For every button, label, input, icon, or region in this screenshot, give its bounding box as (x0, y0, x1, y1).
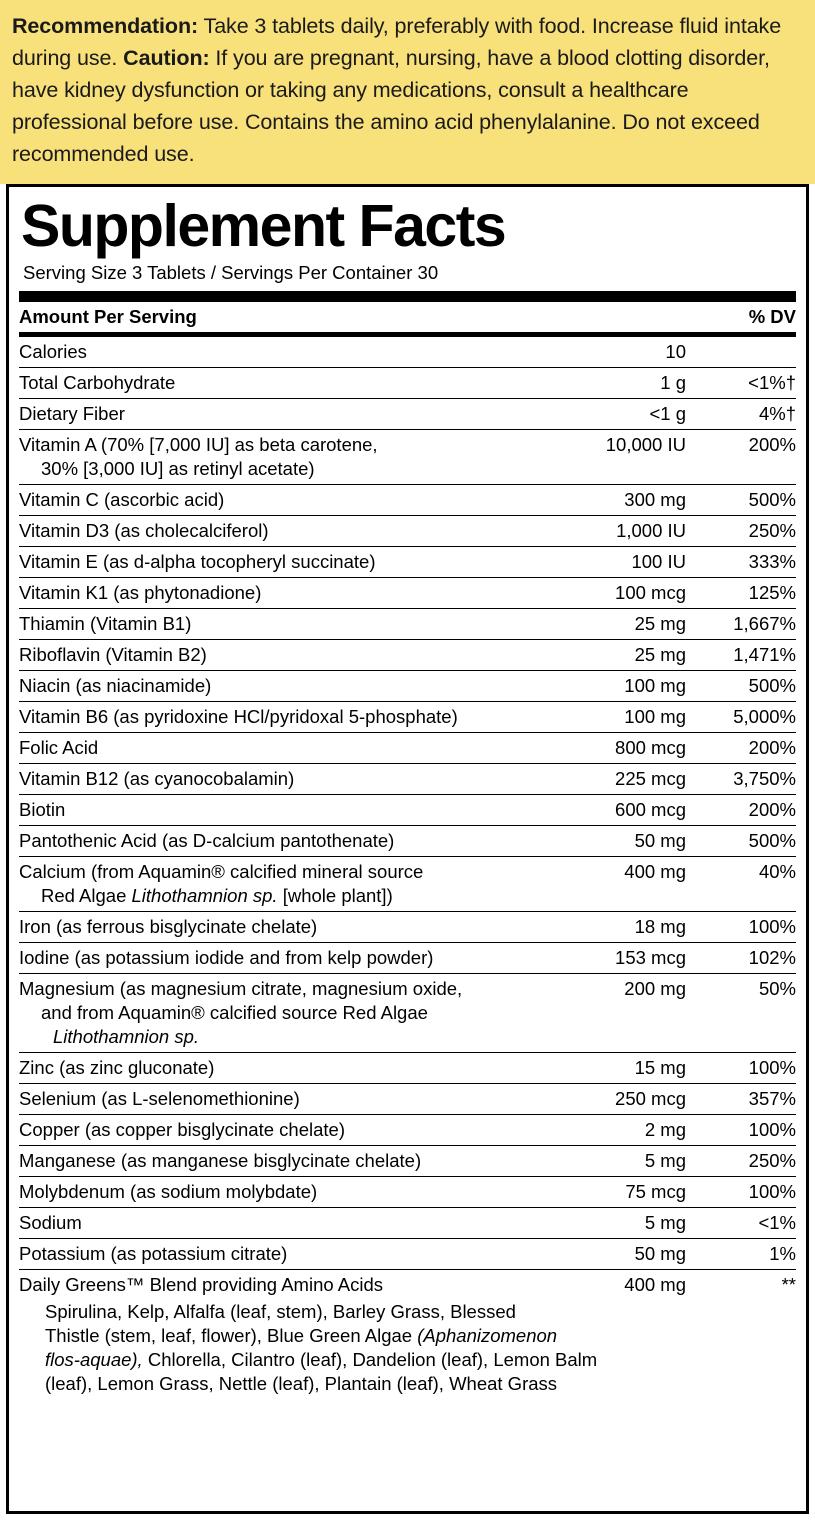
page-title: Supplement Facts (21, 193, 506, 259)
table-row (19, 609, 796, 640)
nutrient-dv (686, 337, 796, 368)
table-row (19, 671, 796, 702)
thick-divider (19, 291, 796, 302)
nutrient-dv: 200% (686, 733, 796, 764)
table-row (19, 1177, 796, 1208)
nutrient-name: Molybdenum (as sodium molybdate) (19, 1177, 506, 1208)
nutrient-amount: 300 mg (506, 485, 686, 516)
nutrient-amount: 100 mcg (506, 578, 686, 609)
nutrient-name: Sodium (19, 1208, 506, 1239)
nutrient-dv: 125% (686, 578, 796, 609)
blend-amount: 400 mg (624, 1274, 686, 1295)
nutrient-name-line2: and from Aquamin® calcified source Red Algae (41, 1002, 428, 1023)
nutrient-name: Iron (as ferrous bisglycinate chelate) (19, 912, 506, 943)
nutrient-amount: 5 mg (506, 1146, 686, 1177)
nutrient-name: Zinc (as zinc gluconate) (19, 1053, 506, 1084)
recommendation-body-1: Take 3 tablets daily, preferably with food. Increase fluid intake during use. (12, 14, 782, 70)
blend-line-2: Thistle (stem, leaf, flower), Blue Green Algae (Aphanizomenon (45, 1325, 558, 1346)
nutrient-amount: 25 mg (506, 609, 686, 640)
nutrient-name: Calories (19, 337, 506, 368)
nutrient-amount: 100 mg (506, 702, 686, 733)
nutrient-dv: 100% (686, 1115, 796, 1146)
nutrient-name (19, 857, 506, 912)
nutrient-amount: 100 IU (506, 547, 686, 578)
nutrient-name-line1: Calcium (from Aquamin® calcified mineral source (19, 861, 424, 882)
species-italic: Lithothamnion sp. (131, 885, 278, 906)
nutrient-amount: 50 mg (506, 826, 686, 857)
nutrient-dv: 1,471% (686, 640, 796, 671)
nutrient-dv: 333% (686, 547, 796, 578)
nutrient-name: Niacin (as niacinamide) (19, 671, 506, 702)
table-row (19, 547, 796, 578)
nutrient-name: Riboflavin (Vitamin B2) (19, 640, 506, 671)
nutrient-amount: <1 g (506, 399, 686, 430)
nutrient-amount: 75 mcg (506, 1177, 686, 1208)
nutrient-name-line1: Vitamin A (70% [7,000 IU] as beta carotene, (19, 434, 378, 455)
caution-label: Caution: (123, 46, 210, 70)
nutrient-name: Selenium (as L-selenomethionine) (19, 1084, 506, 1115)
table-row (19, 640, 796, 671)
nutrient-amount: 2 mg (506, 1115, 686, 1146)
table-header-row (19, 302, 796, 333)
nutrient-name-line2: 30% [3,000 IU] as retinyl acetate) (41, 458, 315, 479)
table-row (19, 516, 796, 547)
table-row (19, 430, 796, 485)
blend-line-4: (leaf), Lemon Grass, Nettle (leaf), Plantain (leaf), Wheat Grass (45, 1373, 558, 1394)
table-row (19, 943, 796, 974)
species-italic: flos-aquae), (45, 1349, 143, 1370)
nutrient-name: Iodine (as potassium iodide and from kelp powder) (19, 943, 506, 974)
nutrient-dv: 200% (686, 795, 796, 826)
nutrient-name: Total Carbohydrate (19, 368, 506, 399)
nutrient-dv: 100% (686, 912, 796, 943)
nutrient-dv: 5,000% (686, 702, 796, 733)
nutrient-name: Dietary Fiber (19, 399, 506, 430)
nutrient-dv: 500% (686, 826, 796, 857)
blend-name: Daily Greens™ Blend providing Amino Acids (19, 1274, 384, 1295)
nutrient-name: Manganese (as manganese bisglycinate chelate) (19, 1146, 506, 1177)
table-row (19, 702, 796, 733)
table-row (19, 1115, 796, 1146)
table-row (19, 795, 796, 826)
nutrient-name-line2: Red Algae Lithothamnion sp. [whole plant]) (41, 885, 393, 906)
supplement-facts-panel (6, 184, 809, 1514)
nutrient-dv: 102% (686, 943, 796, 974)
table-row (19, 974, 796, 1053)
blend-dv: ** (781, 1274, 796, 1295)
nutrient-name: Potassium (as potassium citrate) (19, 1239, 506, 1270)
nutrient-dv: 250% (686, 516, 796, 547)
table-row (19, 1239, 796, 1270)
table-row (19, 368, 796, 399)
nutrient-name: Thiamin (Vitamin B1) (19, 609, 506, 640)
nutrient-name: Vitamin C (ascorbic acid) (19, 485, 506, 516)
species-italic: (Aphanizomenon (417, 1325, 558, 1346)
nutrient-name: Folic Acid (19, 733, 506, 764)
nutrient-name-line1: Magnesium (as magnesium citrate, magnesium oxide, (19, 978, 463, 999)
table-row (19, 912, 796, 943)
nutrient-amount: 10 (506, 337, 686, 368)
nutrient-amount: 200 mg (506, 974, 686, 1053)
recommendation-body-2: If you are pregnant, nursing, have a blood clotting disorder, have kidney dysfunction or taking any medications, consult a healthcare professional before use. Contains the amino acid phenylalanine. Do not exceed recommended use. (12, 46, 770, 166)
nutrient-dv: <1%† (686, 368, 796, 399)
nutrient-dv: 1,667% (686, 609, 796, 640)
nutrient-name (19, 974, 506, 1053)
serving-size-line: Serving Size 3 Tablets / Servings Per Container 30 (23, 262, 439, 283)
table-row (19, 857, 796, 912)
table-row (19, 1208, 796, 1239)
header-amount-per-serving: Amount Per Serving (19, 302, 506, 333)
nutrient-amount: 400 mg (506, 857, 686, 912)
nutrient-name: Biotin (19, 795, 506, 826)
nutrient-name: Copper (as copper bisglycinate chelate) (19, 1115, 506, 1146)
table-row (19, 337, 796, 368)
nutrient-amount: 250 mcg (506, 1084, 686, 1115)
nutrient-amount: 225 mcg (506, 764, 686, 795)
table-row (19, 578, 796, 609)
nutrient-dv: 50% (686, 974, 796, 1053)
nutrient-amount: 800 mcg (506, 733, 686, 764)
table-row (19, 1053, 796, 1084)
nutrient-amount: 100 mg (506, 671, 686, 702)
nutrient-name: Vitamin B6 (as pyridoxine HCl/pyridoxal 5-phosphate) (19, 702, 506, 733)
recommendation-text (12, 10, 803, 170)
table-row (19, 1146, 796, 1177)
nutrient-amount: 5 mg (506, 1208, 686, 1239)
nutrient-rows (19, 337, 796, 1270)
blend-row (19, 1270, 796, 1300)
nutrient-dv: 4%† (686, 399, 796, 430)
nutrient-amount: 50 mg (506, 1239, 686, 1270)
nutrient-name: Vitamin D3 (as cholecalciferol) (19, 516, 506, 547)
recommendation-label: Recommendation: (12, 14, 199, 38)
nutrient-dv: 500% (686, 671, 796, 702)
nutrient-name: Pantothenic Acid (as D-calcium pantothenate) (19, 826, 506, 857)
blend-ingredients (19, 1300, 796, 1396)
header-amount-spacer (506, 302, 686, 333)
nutrient-name: Vitamin K1 (as phytonadione) (19, 578, 506, 609)
nutrition-table (19, 302, 796, 333)
nutrient-dv: 250% (686, 1146, 796, 1177)
nutrient-name: Vitamin B12 (as cyanocobalamin) (19, 764, 506, 795)
blend-table (19, 1270, 796, 1300)
nutrient-dv: 3,750% (686, 764, 796, 795)
table-row (19, 733, 796, 764)
nutrient-dv: 200% (686, 430, 796, 485)
nutrient-amount: 1 g (506, 368, 686, 399)
nutrient-amount: 15 mg (506, 1053, 686, 1084)
nutrient-amount: 25 mg (506, 640, 686, 671)
table-row (19, 826, 796, 857)
table-row (19, 399, 796, 430)
header-percent-dv: % DV (686, 302, 796, 333)
nutrient-name: Vitamin E (as d-alpha tocopheryl succinate) (19, 547, 506, 578)
nutrient-name (19, 430, 506, 485)
nutrient-dv: 357% (686, 1084, 796, 1115)
nutrient-dv: 100% (686, 1177, 796, 1208)
table-row (19, 764, 796, 795)
table-row (19, 1084, 796, 1115)
nutrient-dv: 1% (686, 1239, 796, 1270)
nutrient-amount: 1,000 IU (506, 516, 686, 547)
nutrient-amount: 600 mcg (506, 795, 686, 826)
nutrient-name-line3: Lithothamnion sp. (53, 1026, 200, 1047)
nutrient-dv: 40% (686, 857, 796, 912)
nutrient-dv: 100% (686, 1053, 796, 1084)
nutrient-amount: 18 mg (506, 912, 686, 943)
nutrient-amount: 10,000 IU (506, 430, 686, 485)
nutrient-dv: 500% (686, 485, 796, 516)
blend-line-1: Spirulina, Kelp, Alfalfa (leaf, stem), Barley Grass, Blessed (45, 1301, 516, 1322)
nutrient-amount: 153 mcg (506, 943, 686, 974)
recommendation-band (0, 0, 815, 184)
blend-line-3: flos-aquae), Chlorella, Cilantro (leaf), Dandelion (leaf), Lemon Balm (45, 1349, 598, 1370)
nutrient-dv: <1% (686, 1208, 796, 1239)
table-row (19, 485, 796, 516)
